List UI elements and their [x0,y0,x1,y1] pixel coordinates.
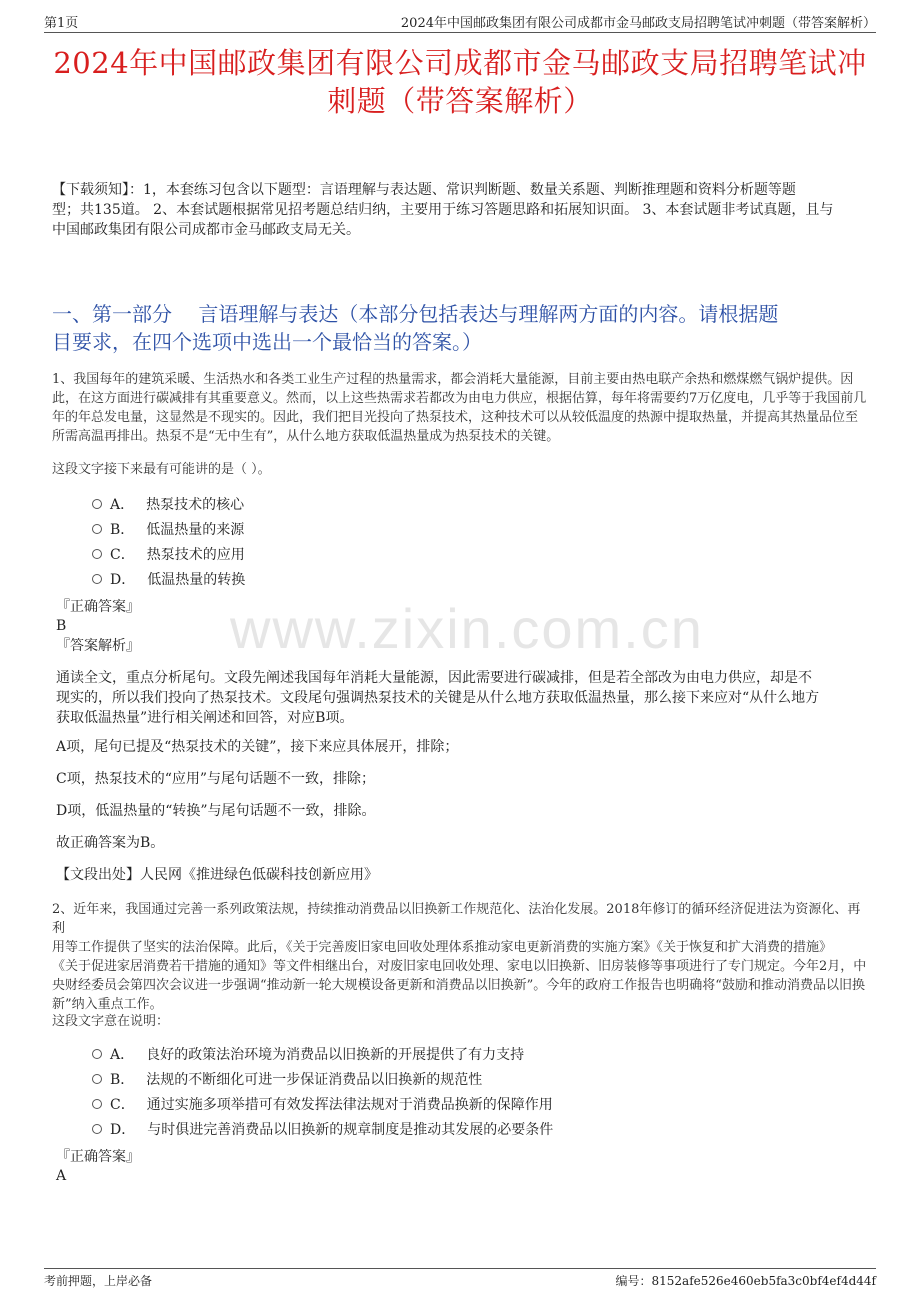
q1-option-d[interactable]: D． 低温热量的转换 [92,570,245,590]
q1-answer: B [56,618,67,634]
radio-icon[interactable] [92,549,102,559]
q1-stem-line: 年的年总发电量，这显然是不现实的。因此，我们把目光投向了热泵技术，这种技术可以从较低温度的热源中提取热量，并提高其热量品位至 [52,410,859,425]
title-line-1: 2024年中国邮政集团有限公司成都市金马邮政支局招聘笔试冲 [53,46,867,80]
document-title [44,44,876,120]
q1-option-b[interactable]: B． 低温热量的来源 [92,520,244,540]
radio-icon[interactable] [92,1124,102,1134]
q1-stem-line: 此，在这方面进行碳减排有其重要意义。然而，以上这些热需求若都改为由电力供应，根据估算，每年将需要约7万亿度电，几乎等于我国前几 [52,391,867,406]
q2-stem-line: 2、近年来，我国通过完善一系列政策法规，持续推动消费品以旧换新工作规范化、法治化发展。2018年修订的循环经济促进法为资源化、再利 [52,902,861,936]
section-heading [52,300,872,356]
footer-divider [44,1268,876,1269]
download-notice [52,180,872,240]
q1-option-a[interactable]: A． 热泵技术的核心 [92,495,244,515]
notice-line-1: 【下载须知】：1，本套练习包含以下题型：言语理解与表达题、常识判断题、数量关系题、判断推理题和资料分析题等题 [52,182,796,198]
notice-line-2: 型；共135道。 2、本套试题根据常见招考题总结归纳，主要用于练习答题思路和拓展知识面。 3、本套试题非考试真题，且与 [52,202,834,218]
q1-analysis-line: 通读全文，重点分析尾句。文段先阐述我国每年消耗大量能源，因此需要进行碳减排，但是若全部改为由电力供应，却是不 [56,670,812,686]
q1-source: 【文段出处】人民网《推进绿色低碳科技创新应用》 [56,867,378,883]
q1-analysis-label: 『答案解析』 [56,638,140,654]
radio-icon[interactable] [92,574,102,584]
q2-option-d[interactable]: D． 与时俱进完善消费品以旧换新的规章制度是推动其发展的必要条件 [92,1120,553,1140]
q1-option-c[interactable]: C． 热泵技术的应用 [92,545,245,565]
watermark: www.zixin.com.cn [230,597,704,660]
q2-question: 这段文字意在说明： [52,1014,170,1029]
q2-stem-line: 《关于促进家居消费若干措施的通知》等文件相继出台，对废旧家电回收处理、家电以旧换新、旧房装修等事项进行了专门规定。今年2月，中 [52,959,867,974]
q1-stem-line: 所需高温再排出。热泵不是“无中生有”，从什么地方获取低温热量成为热泵技术的关键。 [52,429,560,444]
q2-stem-line: 新”纳入重点工作。 [52,997,163,1012]
q1-conclusion: 故正确答案为B。 [56,835,165,851]
q2-stem-line: 央财经委员会第四次会议进一步强调“推动新一轮大规模设备更新和消费品以旧换新”。今年的政府工作报告也明确将“鼓励和推动消费品以旧换 [52,978,865,993]
q1-exclusion-d: D项，低温热量的“转换”与尾句话题不一致，排除。 [56,803,376,819]
notice-line-3: 中国邮政集团有限公司成都市金马邮政支局无关。 [52,222,360,238]
section-line-1: 一、第一部分 言语理解与表达（本部分包括表达与理解两方面的内容。请根据题 [52,302,779,326]
q2-option-b[interactable]: B． 法规的不断细化可进一步保证消费品以旧换新的规范性 [92,1070,482,1090]
q1-stem [52,370,872,446]
q2-answer: A [56,1168,67,1184]
q2-option-c[interactable]: C． 通过实施多项举措可有效发挥法律法规对于消费品换新的保障作用 [92,1095,553,1115]
q2-option-a[interactable]: A． 良好的政策法治环境为消费品以旧换新的开展提供了有力支持 [92,1045,524,1065]
q2-stem-line: 用等工作提供了坚实的法治保障。此后，《关于完善废旧家电回收处理体系推动家电更新消费的实施方案》《关于恢复和扩大消费的措施》 [52,940,833,955]
q1-analysis-line: 现实的，所以我们投向了热泵技术。文段尾句强调热泵技术的关键是从什么地方获取低温热量，那么接下来应对“从什么地方 [56,690,820,706]
radio-icon[interactable] [92,1074,102,1084]
radio-icon[interactable] [92,524,102,534]
q1-question: 这段文字接下来最有可能讲的是（ ）。 [52,462,271,477]
q1-stem-line: 1、我国每年的建筑采暖、生活热水和各类工业生产过程的热量需求，都会消耗大量能源，目前主要由热电联产余热和燃煤燃气锅炉提供。因 [52,372,854,387]
q1-exclusion-c: C项，热泵技术的“应用”与尾句话题不一致，排除； [56,771,376,787]
title-line-2: 刺题（带答案解析） [327,84,593,118]
section-line-2: 目要求，在四个选项中选出一个最恰当的答案。） [52,330,482,354]
q2-stem [52,900,872,1014]
radio-icon[interactable] [92,1099,102,1109]
footer-code: 编号：8152afe526e460eb5fa3c0bf4ef4d44f [615,1274,876,1288]
q1-exclusion-a: A项，尾句已提及“热泵技术的关键”，接下来应具体展开，排除； [56,739,459,755]
footer-slogan: 考前押题，上岸必备 [44,1274,153,1288]
header-divider [44,32,876,33]
radio-icon[interactable] [92,1049,102,1059]
q1-answer-label: 『正确答案』 [56,599,140,615]
radio-icon[interactable] [92,499,102,509]
header-doc-title: 2024年中国邮政集团有限公司成都市金马邮政支局招聘笔试冲刺题（带答案解析） [400,16,876,31]
q2-answer-label: 『正确答案』 [56,1149,140,1165]
page-number: 第1页 [44,16,79,31]
q1-analysis-line: 获取低温热量”进行相关阐述和回答，对应B项。 [56,710,354,726]
q1-analysis [56,668,876,728]
